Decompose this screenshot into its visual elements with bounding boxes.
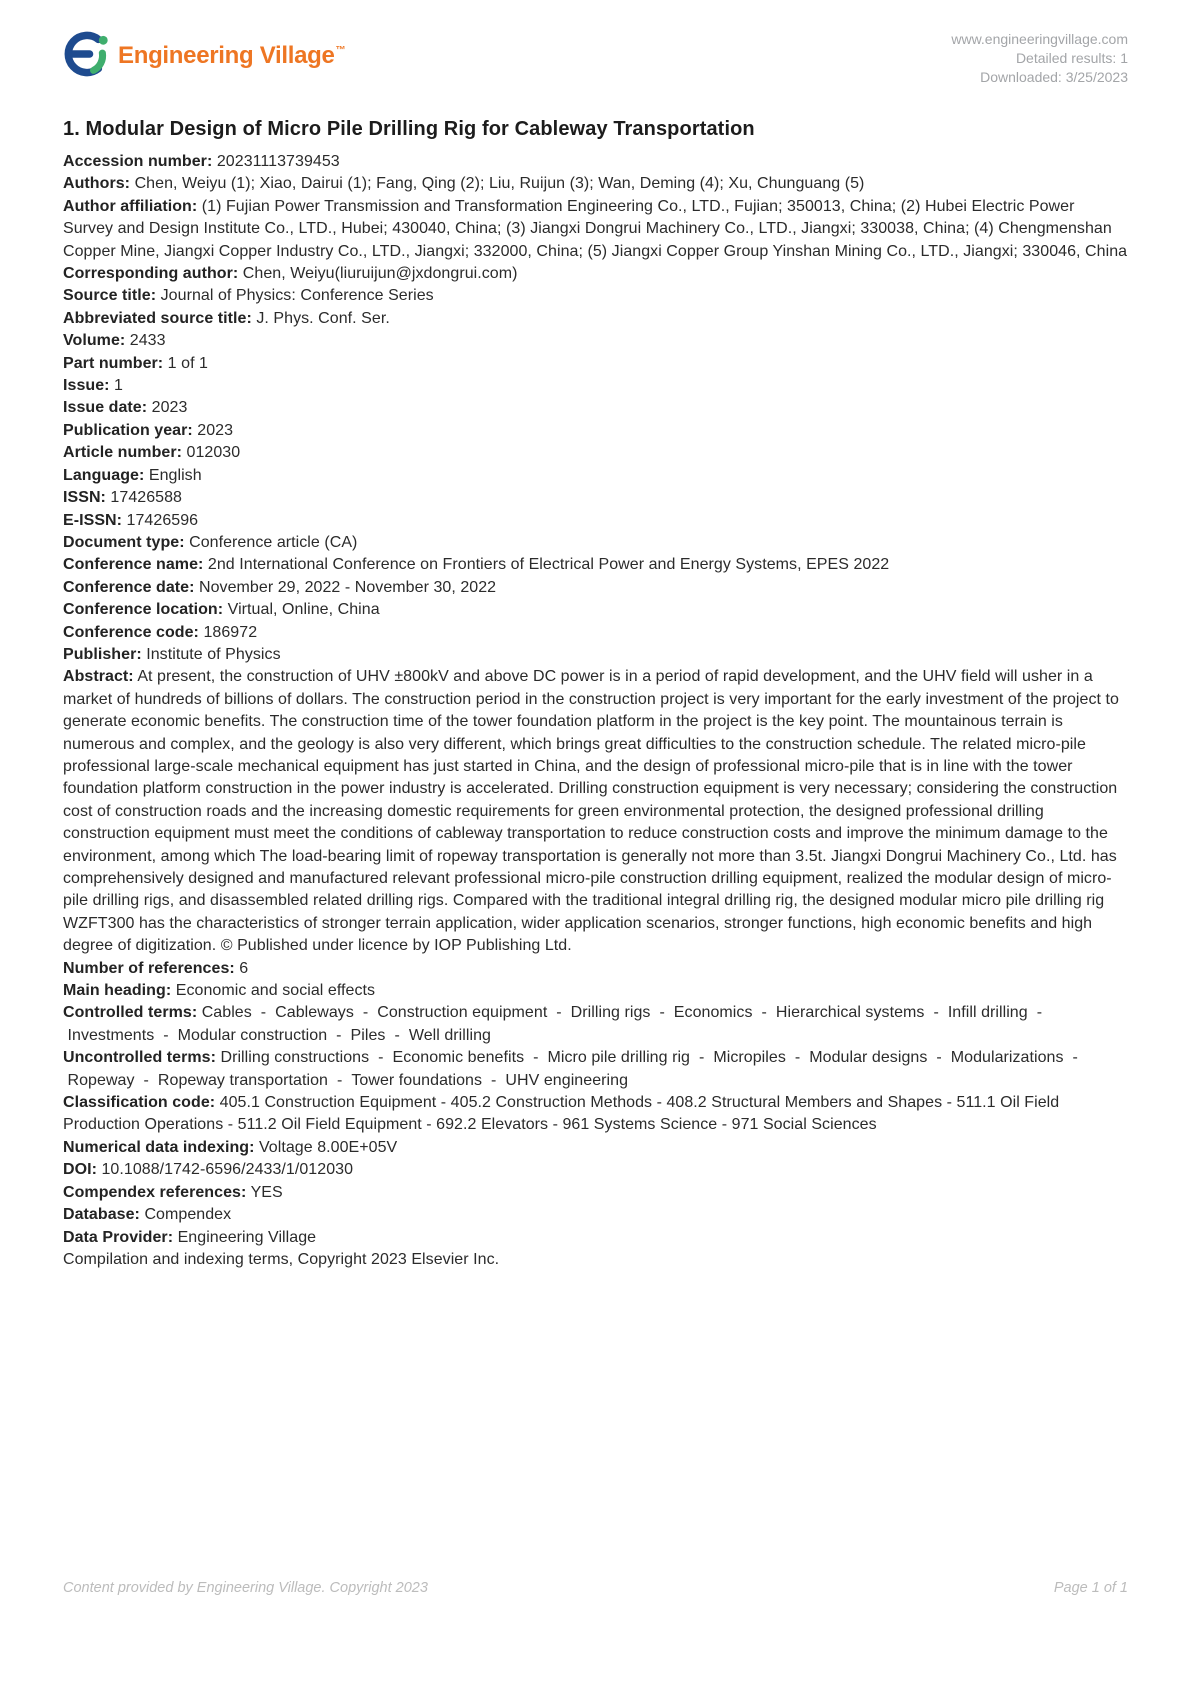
field-value: Journal of Physics: Conference Series — [160, 287, 434, 305]
field-label: DOI: — [63, 1161, 97, 1179]
field-label: Compendex references: — [63, 1183, 247, 1201]
field-value: 10.1088/1742-6596/2433/1/012030 — [101, 1161, 354, 1179]
field-label: Publisher: — [63, 645, 142, 663]
field-doi — [63, 1159, 1128, 1181]
field-value: (1) Fujian Power Transmission and Transformation Engineering Co., LTD., Fujian; 350013, China; (2) Hubei Electric Power Survey and Design Institute Co., LTD., Hubei; 430040, China; (3) Jiangxi Dongrui Machinery Co., LTD., Jiangxi; 330038, China; (4) Chengmenshan Copper Mine, Jiangxi Copper Industry Co., LTD., Jiangxi; 332000, China; (5) Jiangxi Copper Group Yinshan Mining Co., LTD., Jiangxi; 330046, China — [63, 197, 1128, 260]
field-conference-date — [63, 577, 1128, 599]
field-value: At present, the construction of UHV ±800kV and above DC power is in a period of rapid development, and the UHV field will usher in a market of hundreds of billions of dollars. The construction period in the construction project is very important for the early investment of the project to generate economic benefits. The construction time of the tower foundation platform in the project is the key point. The mountainous terrain is numerous and complex, and the geology is also very different, which brings great difficulties to the construction schedule. The related micro-pile professional large-scale mechanical equipment has just started in China, and the design of professional micro-pile that is in line with the tower foundation platform construction in the power industry is accelerated. Drilling construction equipment is very necessary; considering the construction cost of construction roads and the increasing domestic requirements for green environmental protection, the designed professional drilling construction equipment must meet the conditions of cableway transportation to reduce construction costs and improve the minimum damage to the environment, among which The load-bearing limit of ropeway transportation is generally not more than 3.5t. Jiangxi Dongrui Machinery Co., Ltd. has comprehensively designed and manufactured relevant professional micro-pile construction drilling equipment, realized the modular design of micro-pile drilling rigs, and disassembled related drilling rigs. Compared with the traditional integral drilling rig, the designed modular micro pile drilling rig WZFT300 has the characteristics of stronger terrain application, wider application scenarios, stronger functions, high economic benefits and high degree of digitization. © Published under licence by IOP Publishing Ltd. — [63, 668, 1119, 955]
field-value: 2nd International Conference on Frontiers of Electrical Power and Energy Systems, EPES 2022 — [207, 556, 890, 574]
field-label: ISSN: — [63, 489, 106, 507]
field-issue-date — [63, 397, 1128, 419]
field-value: 1 — [114, 377, 123, 395]
field-value: Conference article (CA) — [189, 533, 358, 551]
field-issn — [63, 487, 1128, 509]
field-value: 17426596 — [126, 511, 199, 529]
field-value: 2433 — [129, 332, 166, 350]
field-main-heading — [63, 980, 1128, 1002]
field-abbreviated-source-title — [63, 308, 1128, 330]
field-value: November 29, 2022 - November 30, 2022 — [199, 578, 497, 596]
field-value: 2023 — [197, 421, 234, 439]
field-accession-number — [63, 151, 1128, 173]
field-article-number — [63, 442, 1128, 464]
field-uncontrolled-terms — [63, 1047, 1128, 1092]
field-controlled-terms — [63, 1002, 1128, 1047]
field-value: Engineering Village — [177, 1228, 317, 1246]
field-value: 6 — [239, 959, 249, 977]
page-footer — [63, 1580, 1128, 1596]
ei-logo-icon — [63, 31, 109, 77]
download-meta — [951, 28, 1128, 87]
field-conference-name — [63, 554, 1128, 576]
field-label: Database: — [63, 1206, 140, 1224]
field-e-issn — [63, 510, 1128, 532]
field-label: Data Provider: — [63, 1228, 174, 1246]
field-value: 012030 — [186, 444, 241, 462]
field-value: Cables - Cableways - Construction equipment - Drilling rigs - Economics - Hierarchical systems - Infill drilling - Investments - Modular construction - Piles - Well drilling — [63, 1004, 1043, 1044]
field-corresponding-author — [63, 263, 1128, 285]
field-label: E-ISSN: — [63, 511, 123, 529]
field-part-number — [63, 353, 1128, 375]
field-label: Part number: — [63, 354, 164, 372]
field-label: Numerical data indexing: — [63, 1138, 255, 1156]
field-authors — [63, 173, 1128, 195]
footer-provider-note: Content provided by Engineering Village. Copyright 2023 — [63, 1580, 428, 1596]
field-value: YES — [250, 1183, 283, 1201]
field-value: 20231113739453 — [216, 153, 340, 170]
field-label: Publication year: — [63, 421, 193, 439]
field-value: Economic and social effects — [175, 982, 376, 1000]
field-label: Corresponding author: — [63, 265, 239, 283]
field-publication-year — [63, 420, 1128, 442]
field-copyright-note — [63, 1249, 1128, 1271]
field-data-provider — [63, 1227, 1128, 1249]
downloaded-date: Downloaded: 3/25/2023 — [980, 69, 1128, 85]
field-label: Issue: — [63, 377, 110, 395]
field-label: Uncontrolled terms: — [63, 1049, 216, 1067]
field-label: Article number: — [63, 444, 182, 462]
field-document-type — [63, 532, 1128, 554]
field-value: Drilling constructions - Economic benefits - Micro pile drilling rig - Micropiles - Modular designs - Modularizations - Ropeway - Ropeway transportation - Tower foundations - UHV engineering — [63, 1049, 1078, 1089]
field-label: Volume: — [63, 332, 126, 350]
field-label: Authors: — [63, 175, 131, 193]
field-label: Controlled terms: — [63, 1004, 198, 1022]
field-author-affiliation — [63, 196, 1128, 263]
field-value: 17426588 — [110, 489, 183, 507]
field-label: Conference date: — [63, 578, 195, 596]
field-value: 2023 — [151, 399, 188, 417]
engineering-village-logo — [63, 28, 345, 79]
field-label: Abbreviated source title: — [63, 309, 252, 327]
field-value: English — [148, 466, 202, 484]
field-label: Source title: — [63, 287, 157, 305]
field-label: Conference name: — [63, 556, 204, 574]
field-value: Chen, Weiyu (1); Xiao, Dairui (1); Fang, Qing (2); Liu, Ruijun (3); Wan, Deming (4); Xu, Chunguang (5) — [134, 175, 865, 193]
field-abstract — [63, 666, 1128, 957]
field-compendex-references — [63, 1182, 1128, 1204]
field-value: 1 of 1 — [167, 354, 209, 372]
field-value: Chen, Weiyu(liuruijun@jxdongrui.com) — [242, 265, 518, 283]
field-label: Main heading: — [63, 982, 172, 1000]
field-value: 405.1 Construction Equipment - 405.2 Construction Methods - 408.2 Structural Members and Shapes - 511.1 Oil Field Production Operations - 511.2 Oil Field Equipment - 692.2 Elevators - 961 Systems Science - 971 Social Sciences — [63, 1094, 1060, 1134]
field-numerical-data-indexing — [63, 1137, 1128, 1159]
field-label: Classification code: — [63, 1094, 216, 1112]
field-conference-code — [63, 622, 1128, 644]
field-label: Conference location: — [63, 601, 224, 619]
field-value: 186972 — [203, 623, 258, 641]
field-label: Author affiliation: — [63, 197, 198, 215]
field-label: Conference code: — [63, 623, 199, 641]
field-source-title — [63, 285, 1128, 307]
field-volume — [63, 330, 1128, 352]
footer-page-number: Page 1 of 1 — [1053, 1580, 1128, 1596]
record-title: 1. Modular Design of Micro Pile Drilling Rig for Cableway Transportation — [63, 118, 755, 140]
field-database — [63, 1204, 1128, 1226]
field-value: Voltage 8.00E+05V — [258, 1138, 398, 1156]
field-value: Institute of Physics — [146, 645, 281, 663]
detailed-results-count: Detailed results: 1 — [1015, 50, 1128, 66]
field-label: Abstract: — [63, 668, 134, 686]
field-classification-code — [63, 1092, 1128, 1137]
field-value: Virtual, Online, China — [227, 601, 380, 619]
field-label: Issue date: — [63, 399, 148, 417]
field-value: Compendex — [144, 1206, 232, 1224]
field-number-of-references — [63, 958, 1128, 980]
field-conference-location — [63, 599, 1128, 621]
field-language — [63, 465, 1128, 487]
field-label: Number of references: — [63, 959, 235, 977]
field-value: Compilation and indexing terms, Copyright 2023 Elsevier Inc. — [63, 1250, 500, 1268]
site-url: www.engineeringvillage.com — [951, 31, 1128, 47]
field-publisher — [63, 644, 1128, 666]
trademark-symbol: ™ — [335, 45, 346, 56]
record-fields — [63, 151, 1128, 1271]
page-header — [63, 28, 1128, 87]
field-label: Language: — [63, 466, 145, 484]
field-label: Document type: — [63, 533, 185, 551]
field-value: J. Phys. Conf. Ser. — [256, 309, 390, 327]
field-label: Accession number: — [63, 153, 213, 170]
logo-wordmark: Engineering Village™ — [118, 42, 346, 69]
field-issue — [63, 375, 1128, 397]
